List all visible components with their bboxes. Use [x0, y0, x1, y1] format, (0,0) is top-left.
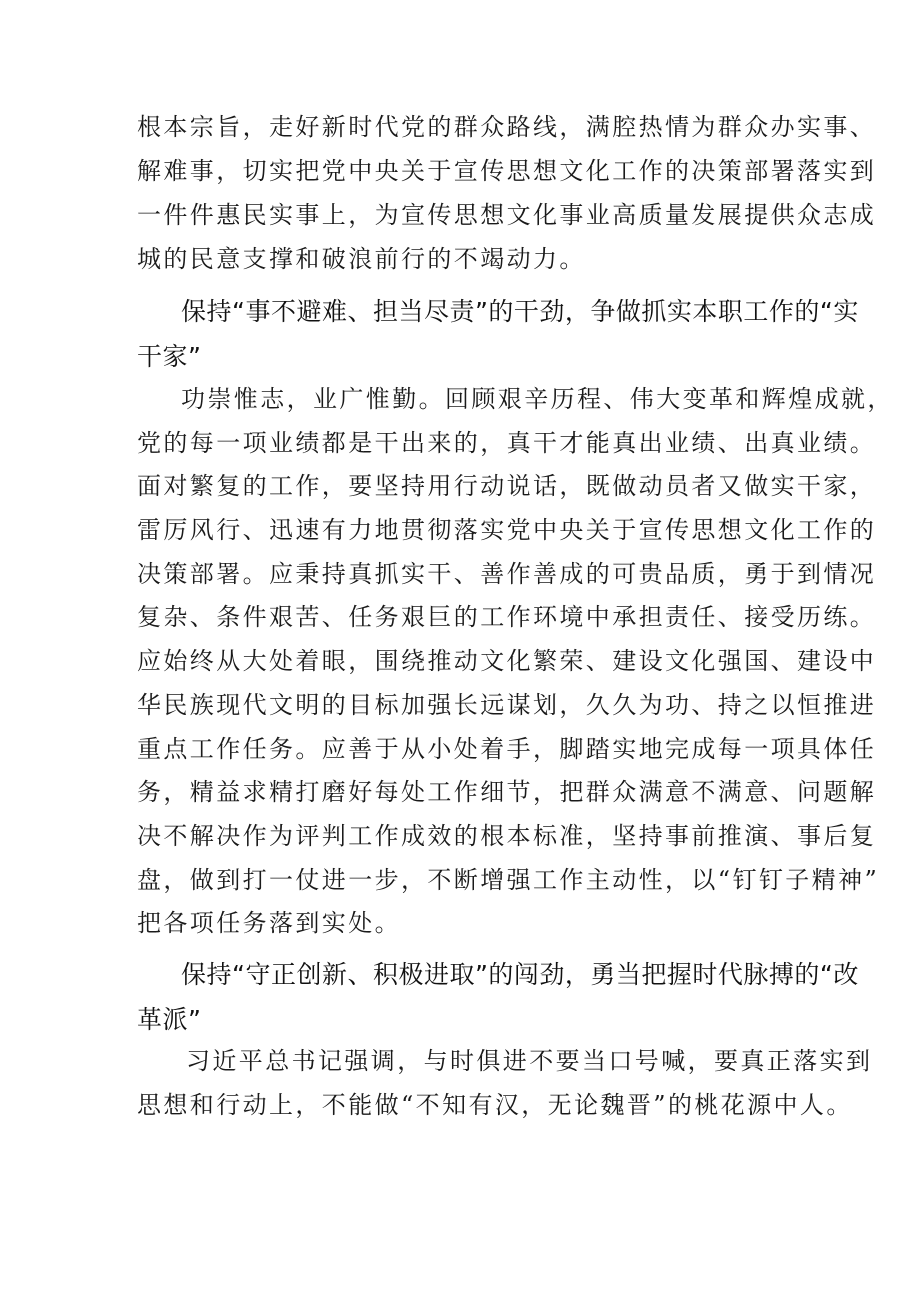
paragraph-2-line-13: 把各项任务落到实处。	[137, 909, 401, 937]
paragraph-1-line-1: 根本宗旨，走好新时代党的群众路线，满腔热情为群众办实事、	[137, 113, 877, 141]
paragraph-1-line-2: 解难事，切实把党中央关于宣传思想文化工作的决策部署落实到	[137, 157, 877, 185]
section-heading-2-line-1: 保持“守正创新、积极进取”的闯劲，勇当把握时代脉搏的“改	[181, 960, 859, 989]
section-heading-2-line-2: 革派”	[137, 1005, 202, 1034]
paragraph-1-line-4: 城的民意支撑和破浪前行的不竭动力。	[137, 245, 586, 273]
paragraph-2-line-5: 决策部署。应秉持真抓实干、善作善成的可贵品质，勇于到情况	[137, 560, 877, 588]
paragraph-2-line-2: 党的每一项业绩都是干出来的，真干才能真出业绩、出真业绩。	[137, 429, 877, 457]
paragraph-2-line-3: 面对繁复的工作，要坚持用行动说话，既做动员者又做实干家，	[137, 472, 877, 500]
paragraph-2-line-11: 决不解决作为评判工作成效的根本标准，坚持事前推演、事后复	[137, 822, 877, 850]
paragraph-2-line-10: 务，精益求精打磨好每处工作细节，把群众满意不满意、问题解	[137, 778, 877, 806]
paragraph-2-line-6: 复杂、条件艰苦、任务艰巨的工作环境中承担责任、接受历练。	[137, 603, 877, 631]
section-heading-1-line-2: 干家”	[137, 342, 202, 371]
paragraph-2-line-9: 重点工作任务。应善于从小处着手，脚踏实地完成每一项具体任	[137, 735, 877, 763]
paragraph-2-line-8: 华民族现代文明的目标加强长远谋划，久久为功、持之以恒推进	[137, 691, 877, 719]
section-heading-1-line-1: 保持“事不避难、担当尽责”的干劲，争做抓实本职工作的“实	[181, 297, 859, 326]
paragraph-1-line-3: 一件件惠民实事上，为宣传思想文化事业高质量发展提供众志成	[137, 201, 877, 229]
paragraph-3-line-2: 思想和行动上，不能做“不知有汉，无论魏晋”的桃花源中人。	[137, 1091, 853, 1119]
paragraph-2-line-7: 应始终从大处着眼，围绕推动文化繁荣、建设文化强国、建设中	[137, 647, 877, 675]
paragraph-2-line-4: 雷厉风行、迅速有力地贯彻落实党中央关于宣传思想文化工作的	[137, 516, 877, 544]
paragraph-2-line-1: 功崇惟志，业广惟勤。回顾艰辛历程、伟大变革和辉煌成就，	[181, 385, 894, 413]
paragraph-3-line-1: 习近平总书记强调，与时俱进不要当口号喊，要真正落实到	[186, 1047, 873, 1075]
paragraph-2-line-12: 盘，做到打一仗进一步，不断增强工作主动性，以“钉钉子精神”	[137, 866, 880, 894]
